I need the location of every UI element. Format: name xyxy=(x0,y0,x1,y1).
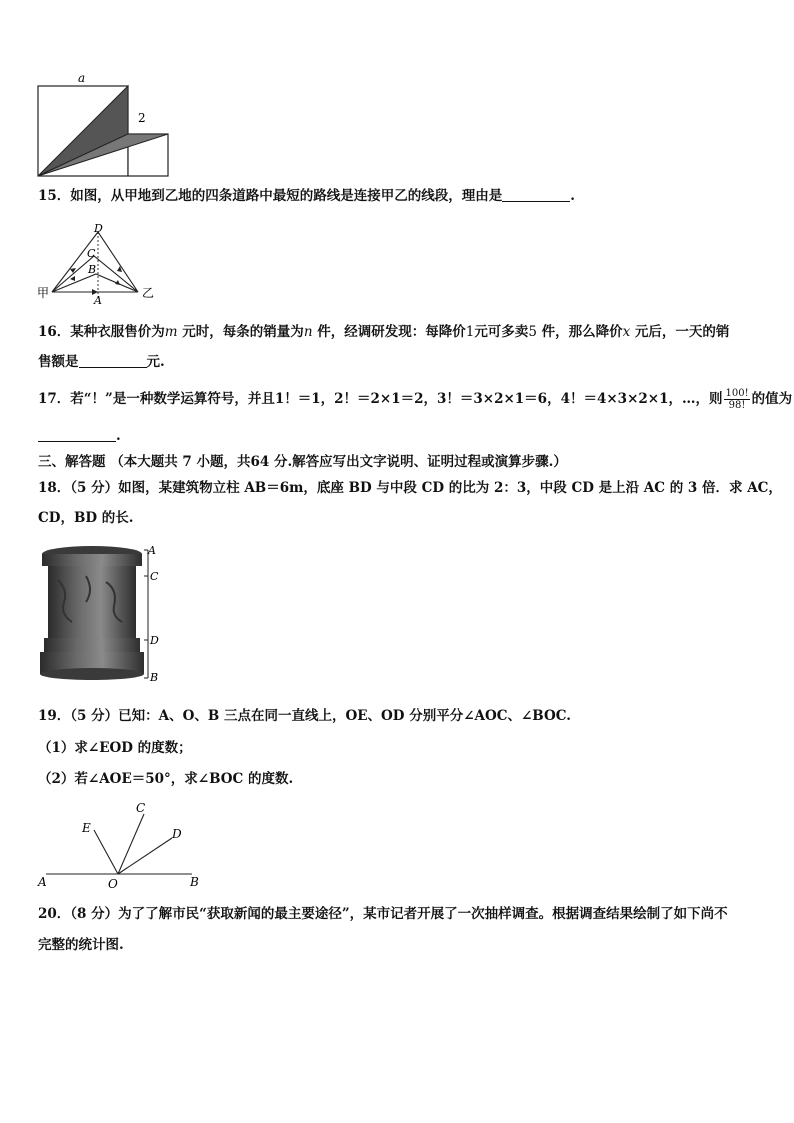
square-triangle-figure xyxy=(30,70,180,180)
q16-part-5: 件，那么降价 xyxy=(536,324,623,340)
question-19-sub-2: （2）若∠AOE＝50°，求∠BOC 的度数. xyxy=(38,771,294,787)
q17-end: . xyxy=(116,428,121,444)
q16-num-1: 1 xyxy=(465,324,475,340)
q16-part-2: 元时，每条的销量为 xyxy=(177,324,304,340)
pillar-figure xyxy=(36,540,166,688)
angle-label-d: D xyxy=(172,827,182,841)
q16-var-m: m xyxy=(164,324,178,340)
answer-blank-16[interactable] xyxy=(79,353,147,368)
place-jia: 甲 xyxy=(37,286,50,300)
roads-figure xyxy=(34,222,164,307)
section-3-heading: 三、解答题 （本大题共 7 小题，共64 分.解答应写出文字说明、证明过程或演算步骤.） xyxy=(38,454,567,470)
question-15-end: . xyxy=(570,188,575,204)
point-b: B xyxy=(88,263,97,276)
point-d: D xyxy=(94,222,103,235)
q16-line2-b: 元. xyxy=(146,354,165,370)
question-17-line-2 xyxy=(38,426,121,446)
angle-label-o: O xyxy=(108,877,118,891)
q16-var-x: x xyxy=(622,324,631,340)
question-17 xyxy=(38,388,792,411)
question-16-line-1 xyxy=(38,322,729,342)
pillar-label-c: C xyxy=(150,570,159,583)
angle-label-a: A xyxy=(38,875,47,889)
q16-part-1: 16．某种衣服售价为 xyxy=(38,324,165,340)
question-15-text: 15．如图，从甲地到乙地的四条道路中最短的路线是连接甲乙的线段，理由是 xyxy=(38,188,503,204)
question-20-line-1: 20．（8 分）为了了解市民“获取新闻的最主要途径”，某市记者开展了一次抽样调查。根据调查结果绘制了如下尚不 xyxy=(38,906,728,922)
pillar-label-d: D xyxy=(150,634,159,647)
angle-label-b: B xyxy=(190,875,199,889)
question-15 xyxy=(38,186,575,206)
point-a: A xyxy=(94,294,102,307)
frac-numerator: 100! xyxy=(725,388,749,399)
q16-part-6: 元后，一天的销 xyxy=(630,324,730,340)
angle-figure xyxy=(34,798,214,893)
question-19-sub-1: （1）求∠EOD 的度数； xyxy=(38,740,192,756)
q17-text: 17．若“！”是一种数学运算符号，并且1！＝1，2！＝2×1＝2，3！＝3×2×1＝6，4！＝4×3×2×1，…，则 xyxy=(38,391,723,407)
pillar-label-a: A xyxy=(148,544,156,557)
q16-line2-a: 售额是 xyxy=(38,354,79,370)
frac-denominator: 98! xyxy=(728,400,746,411)
q16-part-4: 元可多卖 xyxy=(474,324,529,340)
question-18-line-1: 18．（5 分）如图，某建筑物立柱 AB＝6m，底座 BD 与中段 CD 的比为 2：3，中段 CD 是上沿 AC 的 3 倍．求 AC， xyxy=(38,480,782,496)
place-yi: 乙 xyxy=(142,286,155,300)
q16-part-3: 件，经调研发现：每降价 xyxy=(312,324,466,340)
point-c: C xyxy=(87,247,96,260)
angle-label-c: C xyxy=(136,801,146,815)
answer-blank-15[interactable] xyxy=(502,187,570,202)
angle-label-e: E xyxy=(82,821,91,835)
question-16-line-2 xyxy=(38,352,165,372)
question-19-line-1: 19．（5 分）已知：A、O、B 三点在同一直线上，OE、OD 分别平分∠AOC、∠BOC. xyxy=(38,708,571,724)
q16-num-5: 5 xyxy=(528,324,537,340)
fraction-100-98 xyxy=(724,388,749,411)
q16-var-n: n xyxy=(303,324,313,340)
label-a: a xyxy=(78,71,86,85)
question-20-line-2: 完整的统计图. xyxy=(38,937,124,953)
label-2: 2 xyxy=(138,111,146,125)
pillar-label-b: B xyxy=(150,671,159,684)
question-18-line-2: CD，BD 的长. xyxy=(38,510,134,526)
q17-tail: 的值为 xyxy=(751,391,793,407)
answer-blank-17[interactable] xyxy=(38,427,116,442)
